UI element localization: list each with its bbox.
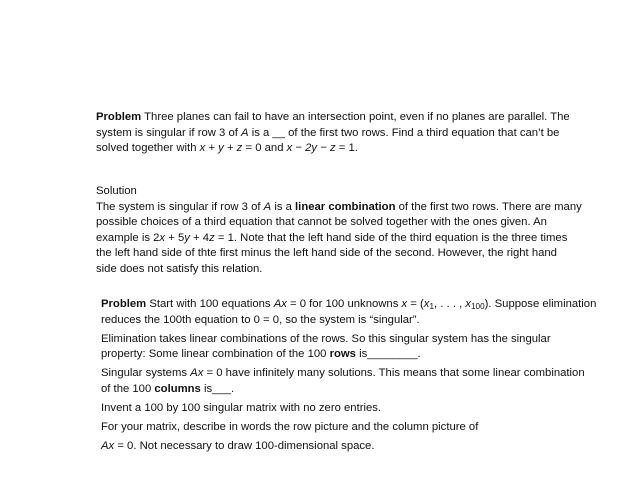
- columns-term: columns: [154, 382, 201, 395]
- solution-line-6: side does not satisfy this relation.: [96, 262, 263, 275]
- problem-2-block: [101, 297, 621, 455]
- problem-2-line-4: property: Some linear combination of the 100 rows is________.: [101, 348, 421, 361]
- solution-line-5: the left hand side of thte first minus the left hand side of the second. However, the right hand: [96, 247, 557, 260]
- problem-2-line-7: Invent a 100 by 100 singular matrix with no zero entries.: [101, 402, 382, 415]
- solution-line-2: The system is singular if row 3 of A is a linear combination of the first two rows. There are many: [96, 200, 582, 213]
- problem-2-line-1: Problem Start with 100 equations Ax = 0 for 100 unknowns $x = (x_1$, . . . , $x_{100}$). Suppose elimination: [101, 298, 597, 312]
- solution-block: [96, 184, 616, 278]
- solution-heading: Solution: [96, 185, 137, 197]
- problem-1-line-1: Problem Three planes can fail to have an intersection point, even if no planes are parallel. The: [96, 111, 570, 123]
- problem-2-line-3: Elimination takes linear combinations of the rows. So this singular system has the singular: [101, 332, 551, 345]
- problem-2-line-5: Singular systems Ax = 0 have infinitely many solutions. This means that some linear combination: [101, 367, 585, 380]
- linear-combination-term: linear combination: [295, 200, 396, 213]
- rows-term: rows: [329, 348, 356, 361]
- problem-1-block: [96, 110, 616, 157]
- problem-2-line-8: For your matrix, describe in words the row picture and the column picture of: [101, 421, 479, 434]
- problem-1-line-3: solved together with x + y + z = 0 and x − 2y − z = 1.: [96, 142, 358, 155]
- problem-1-label: Problem: [96, 111, 142, 123]
- solution-line-3: possible choices of a third equation that cannot be solved together with the ones given. An: [96, 216, 547, 229]
- solution-line-4: example is 2x + 5y + 4z = 1. Note that the left hand side of the third equation is the three times: [96, 231, 568, 244]
- problem-1-line-2: system is singular if row 3 of A is a __ of the first two rows. Find a third equation that can’t be: [96, 126, 560, 139]
- problem-2-label: Problem: [101, 298, 147, 310]
- problem-2-line-2: reduces the 100th equation to 0 = 0, so the system is “singular”.: [101, 313, 420, 326]
- problem-2-line-6: of the 100 columns is___.: [101, 382, 235, 395]
- problem-2-line-9: Ax = 0. Not necessary to draw 100-dimensional space.: [101, 440, 375, 453]
